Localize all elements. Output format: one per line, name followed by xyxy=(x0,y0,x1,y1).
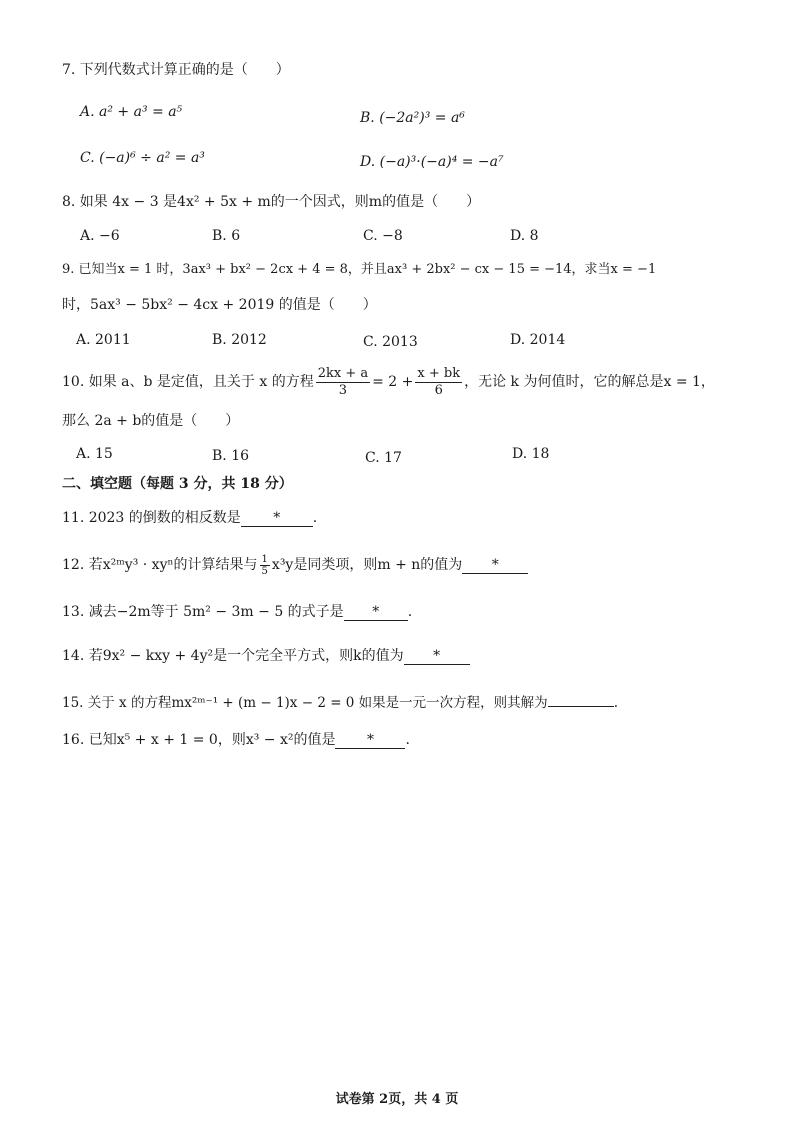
fraction-2-numerator: x + bk xyxy=(417,365,461,381)
question-16 xyxy=(62,730,410,750)
question-10-stem-line2: 那么 2a + b的值是（ ） xyxy=(62,413,240,429)
question-16-answer-blank[interactable]: * xyxy=(335,732,405,749)
fraction-1-denominator: 3 xyxy=(338,382,348,398)
question-10-option-c: C. 17 xyxy=(365,450,402,466)
question-10-stem-mid: = 2 + xyxy=(372,374,414,390)
question-10-option-d: D. 18 xyxy=(512,446,550,462)
question-7-option-d: D. (−a)³·(−a)⁴ = −a⁷ xyxy=(360,154,504,170)
question-15 xyxy=(62,690,618,713)
question-12-text-mid: x³y是同类项，则m + n的值为 xyxy=(271,557,463,573)
question-10-option-a: A. 15 xyxy=(76,446,113,462)
question-9-option-c: C. 2013 xyxy=(363,334,418,350)
question-12-answer-blank[interactable]: * xyxy=(462,557,528,574)
fraction-2-denominator: 6 xyxy=(434,382,443,398)
question-8-option-d: D. 8 xyxy=(510,228,539,244)
question-10-stem xyxy=(62,362,715,402)
question-7-option-c: C. (−a)⁶ ÷ a² = a³ xyxy=(80,150,205,166)
question-14-text: 14. 若9x² − kxy + 4y²是一个完全平方式，则k的值为 xyxy=(62,648,404,664)
question-12-fraction-numerator: 1 xyxy=(261,553,268,565)
question-10-fraction-2 xyxy=(415,366,462,399)
question-9-option-d: D. 2014 xyxy=(510,332,566,348)
question-13-answer-blank[interactable]: * xyxy=(344,604,408,621)
question-15-end: . xyxy=(613,695,618,711)
question-10-option-b: B. 16 xyxy=(212,448,250,464)
question-13 xyxy=(62,602,412,622)
question-12-fraction-denominator: 5 xyxy=(261,565,268,577)
question-12-fraction xyxy=(260,554,270,577)
section-2-title: 二、填空题（每题 3 分，共 18 分） xyxy=(62,476,293,492)
question-7-stem: 7. 下列代数式计算正确的是（ ） xyxy=(62,62,290,78)
question-9-stem-line1: 9. 已知当x = 1 时，3ax³ + bx² − 2cx + 4 = 8，并且ax³ + 2bx² − cx − 15 = −14，求当x = −1 xyxy=(62,262,657,277)
question-16-end: . xyxy=(405,732,410,748)
page-footer: 试卷第 2页，共 4 页 xyxy=(335,1092,459,1107)
question-8-option-a: A. −6 xyxy=(80,228,120,244)
question-16-text: 16. 已知x⁵ + x + 1 = 0，则x³ − x²的值是 xyxy=(62,732,336,748)
question-11 xyxy=(62,508,317,528)
question-9-stem-line2: 时，5ax³ − 5bx² − 4cx + 2019 的值是（ ） xyxy=(62,297,377,313)
question-13-end: . xyxy=(407,604,413,620)
question-13-text: 13. 减去−2m等于 5m² − 3m − 5 的式子是 xyxy=(62,604,344,620)
question-15-text: 15. 关于 x 的方程mx²ᵐ⁻¹ + (m − 1)x − 2 = 0 如果是一元一次方程，则其解为 xyxy=(62,695,548,711)
question-7-option-b: B. (−2a²)³ = a⁶ xyxy=(360,110,465,126)
question-7-option-a: A. a² + a³ = a⁵ xyxy=(80,104,183,120)
question-11-text: 11. 2023 的倒数的相反数是 xyxy=(62,510,241,526)
question-15-answer-blank[interactable] xyxy=(548,690,614,707)
fraction-1-numerator: 2kx + a xyxy=(317,365,369,381)
question-9-option-a: A. 2011 xyxy=(76,332,131,348)
question-14-answer-blank[interactable]: * xyxy=(404,648,470,665)
question-14 xyxy=(62,646,470,666)
question-11-end: . xyxy=(312,510,318,526)
question-8-option-c: C. −8 xyxy=(363,228,403,244)
question-10-fraction-1 xyxy=(316,366,370,399)
question-11-answer-blank[interactable]: * xyxy=(241,510,313,527)
question-8-stem: 8. 如果 4x − 3 是4x² + 5x + m的一个因式，则m的值是（ ） xyxy=(62,194,481,210)
question-10-stem-post: ，无论 k 为何值时，它的解总是x = 1， xyxy=(464,374,715,390)
question-8-option-b: B. 6 xyxy=(212,228,241,244)
question-10-stem-pre: 10. 如果 a、b 是定值，且关于 x 的方程 xyxy=(62,374,314,390)
question-12 xyxy=(62,550,528,580)
question-12-text: 12. 若x²ᵐy³ · xyⁿ的计算结果与 xyxy=(62,557,258,573)
question-9-option-b: B. 2012 xyxy=(212,332,267,348)
